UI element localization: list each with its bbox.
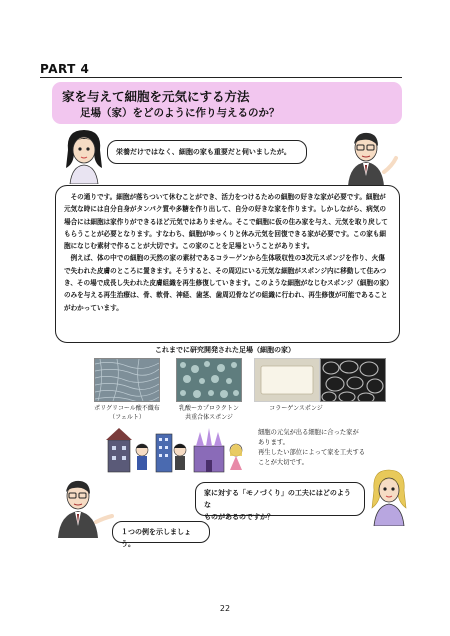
collagen-sponge-image [254, 358, 320, 402]
bubble-line: 家に対する「モノづくり」の工夫にはどのような [204, 489, 351, 509]
scaffold-label-sponge [170, 404, 248, 422]
scaffold-label-line: 共重合体スポンジ [185, 414, 233, 421]
girl-character-illustration [368, 468, 410, 526]
note-line: 細胞の元気が出る細胞に合った家が [258, 429, 359, 436]
woman-character-illustration [60, 128, 108, 184]
explanation-box [55, 185, 400, 343]
explanation-paragraph-1: その通りです。細胞が落ちついて休むことができ、活力をつけるための細胞の好きな家が必要です。細胞が元気な時には自分自身がタンパク質や多糖を作り出して、自分の好きな家を作ります。しかしながら、病気の場合には細胞は家作りができるほど元気ではありません。そこで細胞に仮の住み家を与え、元気を取り戻してもらうことが必要となります。すなわち、細胞がゆっくりと休み元気を回復できる家が必要です。この家も細胞になじむ素材で作ることが大切です。この家のことを足場ということがあります。 [64, 193, 388, 251]
note-line: ことが大切です。 [258, 459, 308, 466]
scaffold-note [258, 428, 398, 468]
part-heading: PART 4 [40, 62, 90, 76]
bubble-line: ものがあるのですか？ [204, 513, 274, 521]
scaffold-label-collagen [256, 404, 336, 413]
explanation-paragraph-2: 例えば、体の中での細胞の天然の家の素材であるコラーゲンから生体吸収性の3次元スポンジを作り、火傷で失われた皮膚のところに置きます。そうすると、その周辺にいる元気な細胞がスポンジ内に移動して住みつき、その場で成長し失われた皮膚組織を再生修復していきます。このような細胞がなじむスポンジ（細胞の家）のみを与える再生治療は、骨、軟骨、神経、歯茎、歯周辺骨などの組織に行われ、再生修復が可能であることがわかっています。 [64, 254, 390, 312]
note-line: 再生したい部位によって家を工夫する [258, 449, 366, 456]
polyglycolic-felt-image [94, 358, 160, 402]
scaffold-label-felt [88, 404, 166, 422]
lactic-caprolactone-sponge-image [176, 358, 242, 402]
scaffold-caption: これまでに研究開発された足場（細胞の家） [155, 346, 295, 354]
cells-and-houses-illustration [104, 424, 254, 474]
page-number: 22 [219, 604, 231, 613]
page-title: 家を与えて細胞を元気にする方法 [62, 89, 250, 104]
page-subtitle: 足場（家）をどのように作り与えるのか？ [80, 107, 280, 119]
dialogue-bubble-question [195, 482, 365, 521]
scaffold-label-line: 乳酸ーカプロラクトン [179, 405, 239, 412]
scaffold-label-line: ポリグリコール酸不織布 [94, 405, 160, 412]
man-character-illustration-bottom [52, 476, 114, 538]
collagen-sponge-micrograph-image [320, 358, 386, 402]
scaffold-label-line: （フェルト） [109, 414, 145, 421]
note-line: あります。 [258, 439, 289, 446]
scaffold-label-line: コラーゲンスポンジ [269, 405, 323, 412]
man-character-illustration [338, 128, 398, 186]
part-divider [40, 77, 402, 78]
dialogue-bubble-example: １つの例を示しましょう。 [112, 521, 210, 543]
dialogue-bubble-top: 栄養だけではなく、細胞の家も重要だと伺いましたが。 [107, 140, 307, 164]
